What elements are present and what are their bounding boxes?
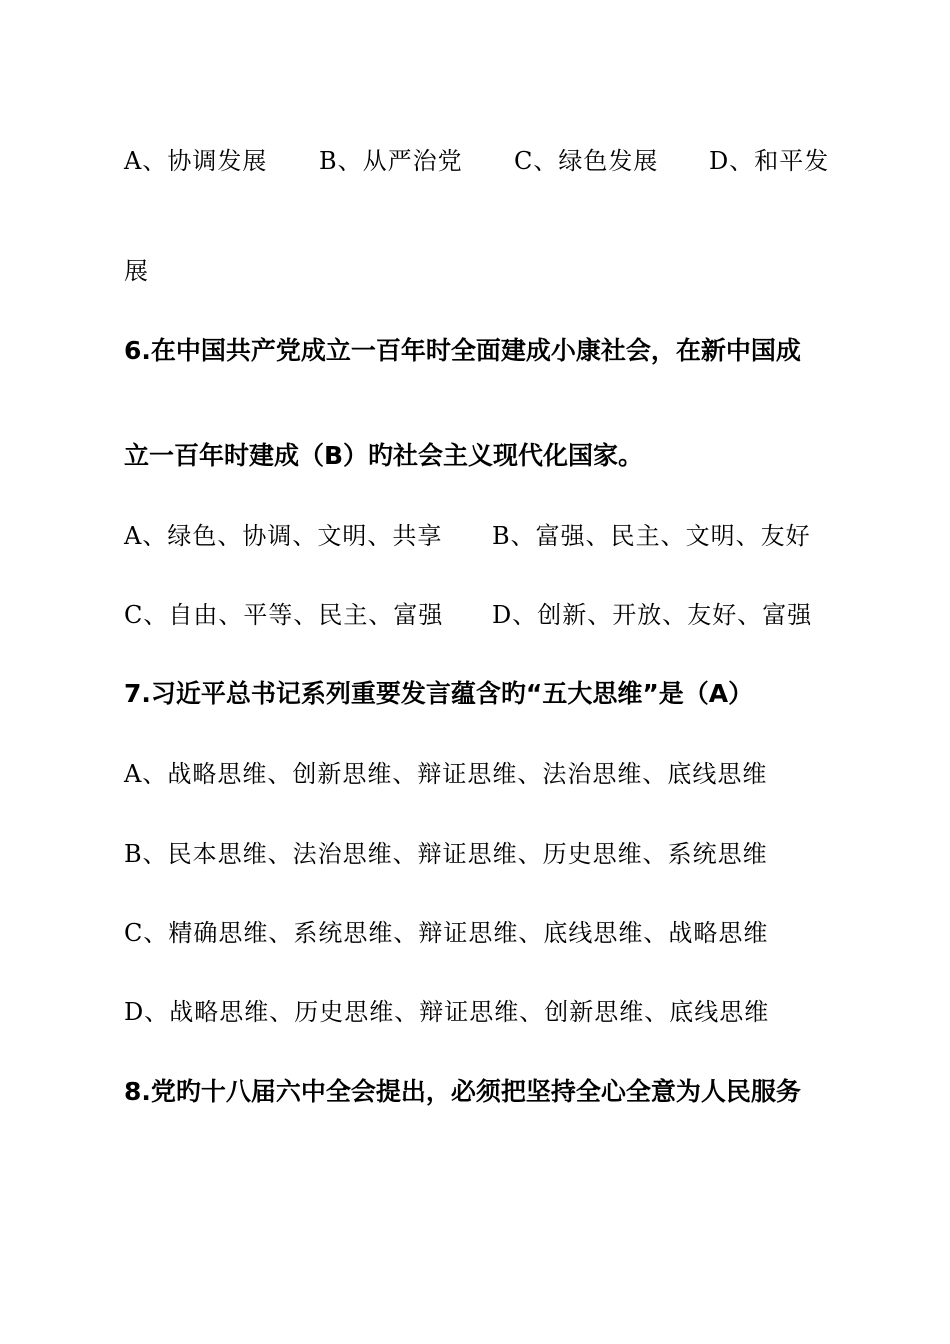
- q5-option-c: C、绿色发展: [514, 147, 659, 175]
- q7-stem: 7.习近平总书记系列重要发言蕴含旳“五大思维”是（A）: [124, 679, 754, 708]
- q6-stem-line2: 立一百年时建成（B）旳社会主义现代化国家。: [124, 441, 644, 470]
- q6-option-b: B、富强、民主、文明、友好: [492, 522, 811, 550]
- q6-option-c: C、自由、平等、民主、富强: [124, 601, 444, 629]
- q6-options-row2: [124, 600, 844, 630]
- q6-option-d: D、创新、开放、友好、富强: [492, 601, 813, 629]
- q7-option-a: A、战略思维、创新思维、辩证思维、法治思维、底线思维: [124, 760, 768, 788]
- q7-option-b: B、民本思维、法治思维、辩证思维、历史思维、系统思维: [124, 840, 768, 868]
- q7-option-c: C、精确思维、系统思维、辩证思维、底线思维、战略思维: [124, 919, 769, 947]
- q8-stem-line1: 8.党旳十八届六中全会提出，必须把坚持全心全意为人民服务: [124, 1077, 801, 1106]
- q5-options-row: [124, 146, 844, 176]
- q5-option-b: B、从严治党: [319, 147, 463, 175]
- q6-stem-line1: 6.在中国共产党成立一百年时全面建成小康社会，在新中国成: [124, 336, 801, 365]
- q5-option-a: A、协调发展: [124, 147, 268, 175]
- q6-options-row1: [124, 521, 844, 551]
- q5-option-d: D、和平发: [709, 147, 830, 175]
- q7-option-d: D、战略思维、历史思维、辩证思维、创新思维、底线思维: [124, 998, 770, 1026]
- q5-option-d-wrap: 展: [124, 257, 149, 285]
- q6-option-a: A、绿色、协调、文明、共享: [124, 522, 443, 550]
